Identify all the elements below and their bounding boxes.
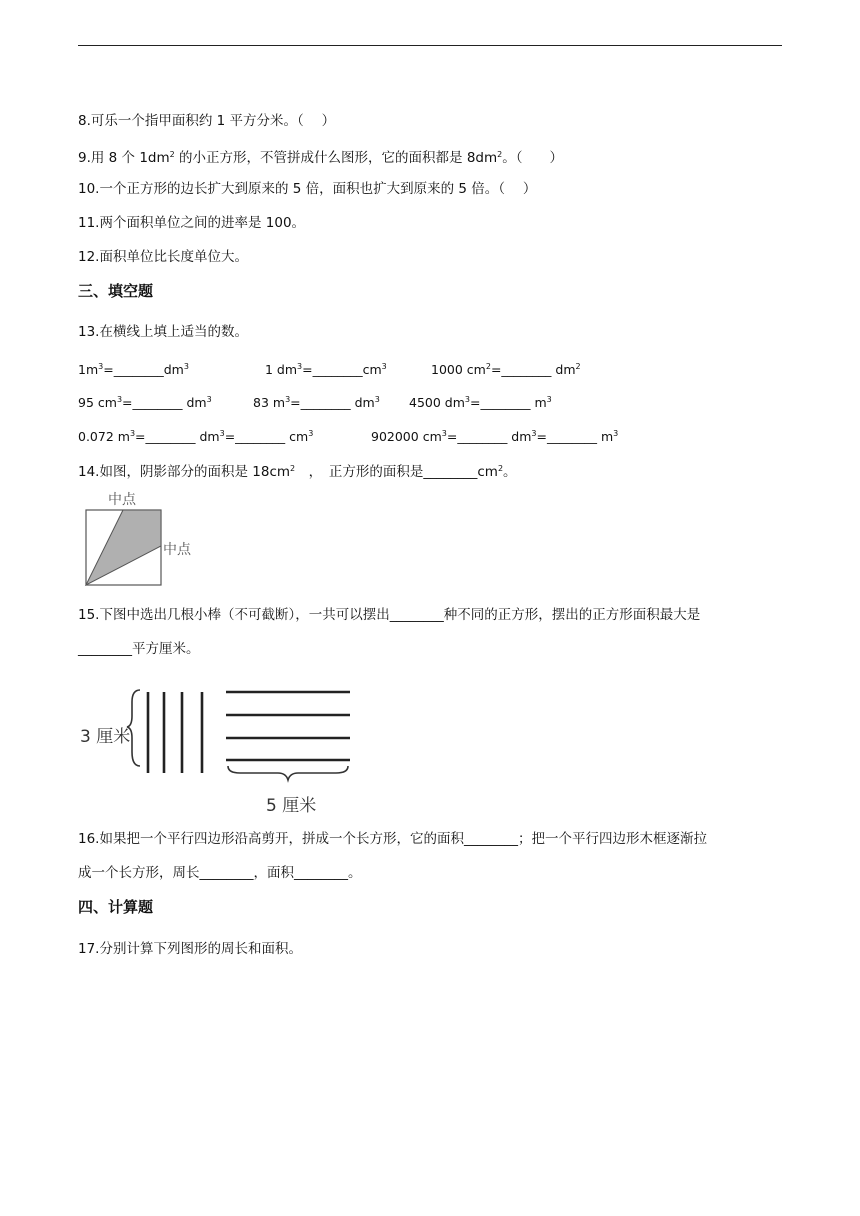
section-heading-fill-blank: 三、填空题 xyxy=(78,282,154,300)
question-8: 8.可乐一个指甲面积约 1 平方分米。（ ） xyxy=(78,113,336,129)
question-16-line-2: 成一个长方形，周长________，面积________。 xyxy=(78,865,362,881)
right-midpoint-label: 中点 xyxy=(163,542,191,558)
conversion-r3c2: 902000 $cm^3=\_\_\_\_\_\_\_\_$ $dm^3=\_\_\_\_\_\_\_\_$ $m^3$ xyxy=(371,429,619,444)
question-14: 14.如图，阴影部分的面积是 $18cm^2$ ， 正方形的面积是$\_\_\_\_\_\_\_\_cm^2$。 xyxy=(78,464,517,480)
conversion-r2c3: 4500 $dm^3=\_\_\_\_\_\_\_\_$ $m^3$ xyxy=(409,395,552,410)
top-midpoint-label: 中点 xyxy=(108,492,136,508)
question-9: 9.用 8 个 $1dm^2$ 的小正方形，不管拼成什么图形，它的面积都是 $8dm^2$。（ ） xyxy=(78,150,563,166)
stick-height-label: 3 厘米 xyxy=(80,727,131,747)
header-rule xyxy=(78,45,782,46)
question-16-line-1: 16.如果把一个平行四边形沿高剪开，拼成一个长方形，它的面积________；把一个平行四边形木框逐渐拉 xyxy=(78,831,707,847)
conversion-r1c2: 1 $dm^3=\_\_\_\_\_\_\_\_cm^3$ xyxy=(265,362,387,377)
question-17: 17.分别计算下列图形的周长和面积。 xyxy=(78,941,302,957)
conversion-r2c2: 83 $m^3=\_\_\_\_\_\_\_\_$ $dm^3$ xyxy=(253,395,380,410)
conversion-r3c1: 0.072 $m^3=\_\_\_\_\_\_\_\_$ $dm^3=\_\_\_\_\_\_\_\_$ $cm^3$ xyxy=(78,429,314,444)
left-brace xyxy=(127,690,140,766)
sticks-figure xyxy=(78,680,368,820)
square-shaded-figure xyxy=(78,488,208,590)
question-13: 13.在横线上填上适当的数。 xyxy=(78,324,248,340)
conversion-r1c1: $1m^3=\_\_\_\_\_\_\_\_dm^3$ xyxy=(78,362,189,377)
question-11: 11.两个面积单位之间的进率是 100。 xyxy=(78,215,306,231)
question-10: 10.一个正方形的边长扩大到原来的 5 倍，面积也扩大到原来的 5 倍。（ ） xyxy=(78,181,537,197)
question-15-line-1: 15.下图中选出几根小棒（不可截断），一共可以摆出________种不同的正方形，摆出的正方形面积最大是 xyxy=(78,607,701,623)
bottom-brace xyxy=(228,766,348,780)
question-12: 12.面积单位比长度单位大。 xyxy=(78,249,248,265)
conversion-r1c3: 1000 $cm^2=\_\_\_\_\_\_\_\_$ $dm^2$ xyxy=(431,362,581,377)
stick-length-label: 5 厘米 xyxy=(266,796,317,816)
section-heading-calculation: 四、计算题 xyxy=(78,898,154,916)
conversion-r2c1: 95 $cm^3=\_\_\_\_\_\_\_\_$ $dm^3$ xyxy=(78,395,212,410)
question-15-line-2: ________平方厘米。 xyxy=(78,641,200,657)
